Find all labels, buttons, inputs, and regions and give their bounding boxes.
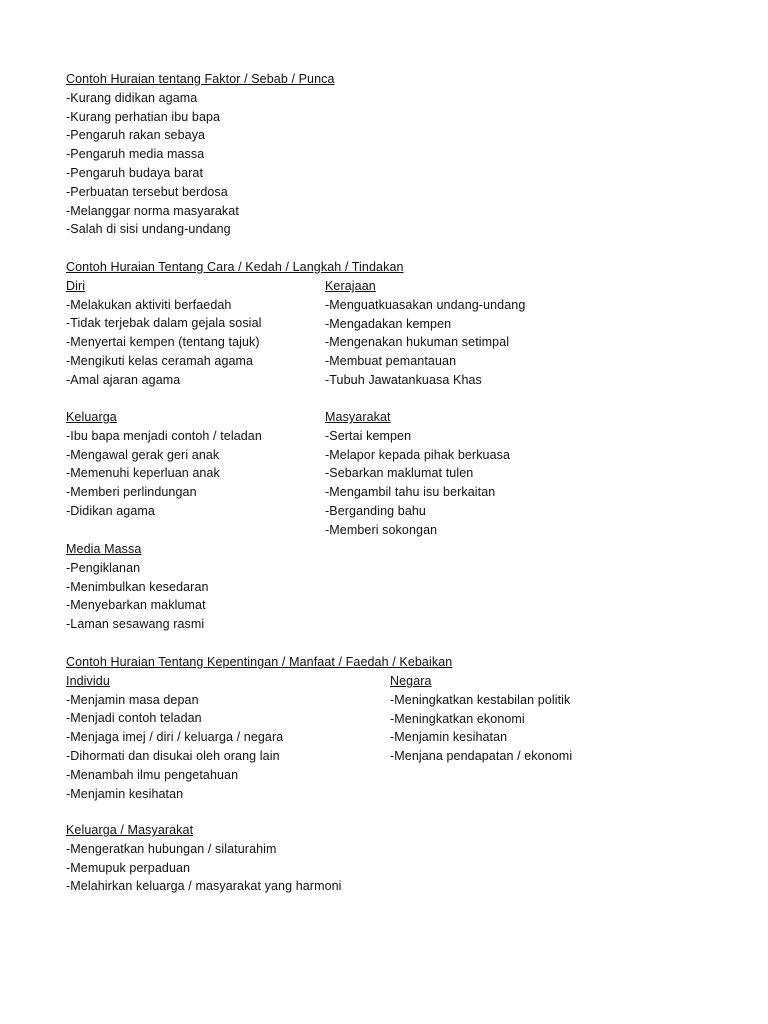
list-item: -Menjamin masa depan [66,692,199,707]
list-item: -Memupuk perpaduan [66,860,191,875]
list-item: -Menjana pendapatan / ekonomi [390,749,573,764]
list-item: -Pengaruh media massa [66,147,205,162]
list-item: -Kurang perhatian ibu bapa [66,109,221,124]
subsection-kerajaan [325,277,525,390]
list-item: -Didikan agama [66,503,155,518]
section-heading: Contoh Huraian Tentang Cara / Kedah / Langkah / Tindakan [66,260,404,274]
list-item: -Laman sesawang rasmi [66,617,205,632]
list-item: -Pengaruh rakan sebaya [66,128,206,143]
list-item: -Menyertai kempen (tentang tajuk) [66,335,260,350]
list-item: -Melanggar norma masyarakat [66,203,239,218]
list-item: -Dihormati dan disukai oleh orang lain [66,748,280,763]
subsection-heading-keluarga: Keluarga [66,410,117,424]
list-item: -Meningkatkan kestabilan politik [390,692,571,707]
list-item: -Memenuhi keperluan anak [66,466,220,481]
list-item: -Pengiklanan [66,560,141,575]
subsection-heading-media: Media Massa [66,542,142,556]
list-item: -Menyebarkan maklumat [66,598,206,613]
list-item: -Perbuatan tersebut berdosa [66,184,228,199]
list-item: -Sertai kempen [325,428,412,443]
list-item: -Menjadi contoh teladan [66,711,202,726]
list-item: -Melahirkan keluarga / masyarakat yang harmoni [66,879,342,894]
list-item: -Menambah ilmu pengetahuan [66,767,239,782]
subsection-negara [390,672,572,766]
list-item: -Amal ajaran agama [66,372,181,387]
subsection-heading-diri: Diri [66,278,86,293]
list-item: -Mengambil tahu isu berkaitan [325,485,496,500]
list-item: -Menjaga imej / diri / keluarga / negara [66,730,284,745]
list-item: -Melapor kepada pihak berkuasa [325,447,511,462]
list-item: -Tidak terjebak dalam gejala sosial [66,316,262,331]
list-item: -Menguatkuasakan undang-undang [325,297,526,312]
list-item: -Ibu bapa menjadi contoh / teladan [66,428,262,443]
subsection-heading-kerajaan: Kerajaan [325,279,376,293]
subsection-masyarakat [325,408,510,540]
section-heading: Contoh Huraian Tentang Kepentingan / Manfaat / Faedah / Kebaikan [66,655,453,669]
subsection-heading-masyarakat: Masyarakat [325,410,391,424]
list-item: -Membuat pemantauan [325,354,457,369]
list-item: -Mengenakan hukuman setimpal [325,335,510,350]
list-item: -Tubuh Jawatankuasa Khas [325,372,482,387]
list-item: -Mengeratkan hubungan / silaturahim [66,841,277,856]
list-item: -Mengadakan kempen [325,316,452,331]
list-item: -Sebarkan maklumat tulen [325,466,474,481]
list-item: -Memberi sokongan [325,522,438,537]
subsection-keluarga-masyarakat [66,821,342,896]
list-item: -Melakukan aktiviti berfaedah [66,297,232,312]
list-item: -Memberi perlindungan [66,485,197,500]
subsection-heading-individu: Individu [66,673,110,688]
list-item: -Pengaruh budaya barat [66,165,204,180]
list-item: -Kurang didikan agama [66,90,198,105]
subsection-keluarga [66,408,262,521]
subsection-media-massa [66,540,209,634]
subsection-heading-negara: Negara [390,674,432,688]
list-item: -Mengikuti kelas ceramah agama [66,353,254,368]
section-faktor [66,70,335,239]
subsection-heading-keluarga-masyarakat: Keluarga / Masyarakat [66,823,194,837]
list-item: -Menimbulkan kesedaran [66,579,209,594]
list-item: -Meningkatkan ekonomi [390,711,525,726]
list-item: -Menjamin kesihatan [66,786,184,801]
list-item: -Mengawal gerak geri anak [66,447,220,462]
list-item: -Salah di sisi undang-undang [66,222,231,237]
list-item: -Berganding bahu [325,503,426,518]
list-item: -Menjamin kesihatan [390,730,508,745]
section-heading: Contoh Huraian tentang Faktor / Sebab / Punca [66,72,335,86]
